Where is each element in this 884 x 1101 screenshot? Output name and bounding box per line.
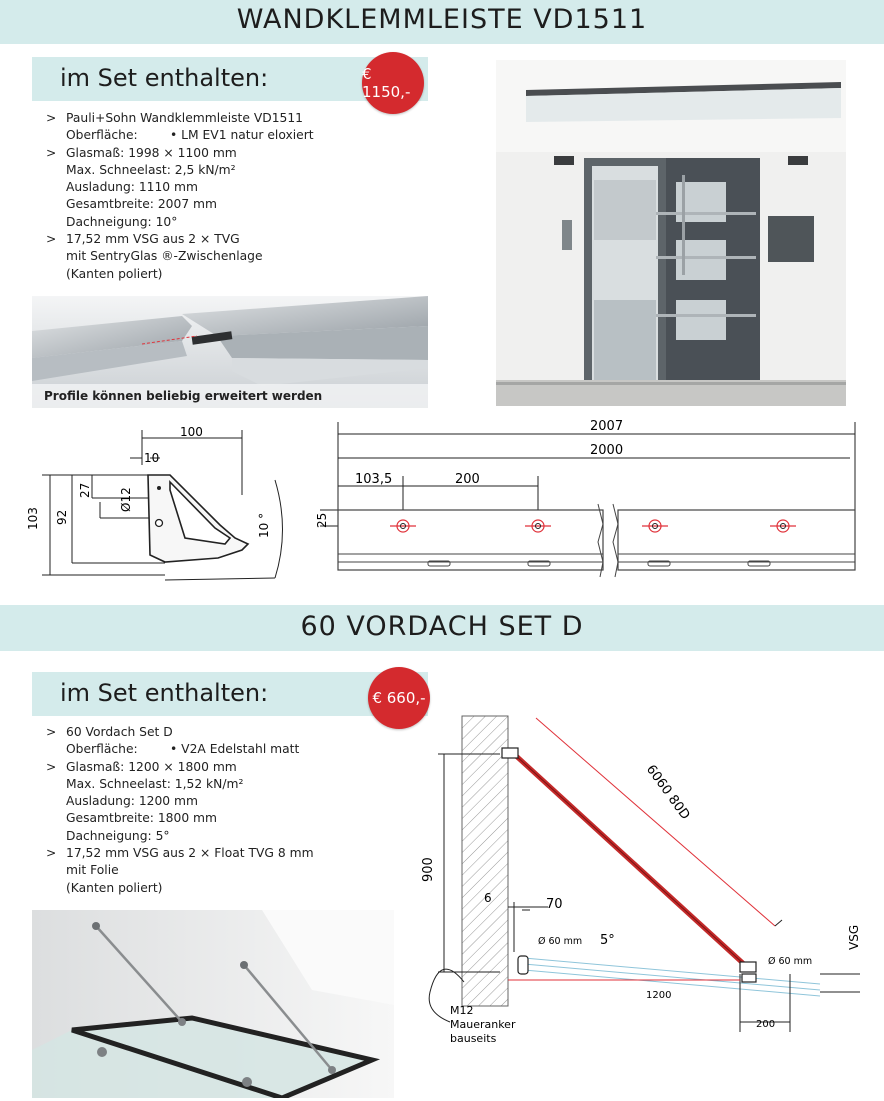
- rod-label: 6060 80D: [642, 762, 693, 823]
- angle-label: 5°: [600, 933, 615, 948]
- section2-spec-list: [46, 724, 314, 897]
- section2-set-heading: im Set enthalten:: [60, 679, 269, 707]
- dia-right: Ø 60 mm: [768, 956, 813, 967]
- anchor-label-2: Maueranker: [450, 1018, 516, 1031]
- spec-line: mit Folie: [66, 863, 119, 878]
- arrow-icon: >: [46, 725, 57, 739]
- spec-line: Max. Schneelast: 1,52 kN/m²: [66, 776, 244, 791]
- spec-line: Ausladung: 1200 mm: [66, 794, 198, 809]
- spec-item: [46, 231, 314, 283]
- dim-offset: 103,5: [355, 472, 393, 487]
- spec-sub-label: Oberfläche:: [66, 742, 138, 757]
- door-photo: [496, 60, 846, 406]
- spec-line: Gesamtbreite: 2007 mm: [66, 197, 218, 212]
- dim-200: 200: [756, 1019, 776, 1030]
- spec-item: [46, 724, 314, 759]
- dim-70: 70: [546, 897, 563, 912]
- arrow-icon: >: [46, 846, 57, 861]
- canopy-photo: [32, 910, 394, 1098]
- spec-line: Dachneigung: 10°: [66, 214, 178, 229]
- section1-price: € 1150,-: [362, 65, 411, 101]
- arrow-icon: >: [46, 759, 57, 774]
- profile-length-drawing: [310, 412, 870, 588]
- vsg-label: VSG: [847, 924, 861, 950]
- arrow-icon: >: [46, 145, 57, 160]
- spec-item: [46, 145, 314, 231]
- spec-line: Max. Schneelast: 2,5 kN/m²: [66, 162, 236, 177]
- dim-6: 6: [484, 891, 492, 905]
- section1-price-badge: [362, 52, 424, 114]
- spec-line: 17,52 mm VSG aus 2 × TVG: [66, 232, 240, 247]
- anchor-label-1: M12: [450, 1004, 474, 1017]
- profile-caption: Profile können beliebig erweitert werden: [44, 389, 323, 403]
- spec-line: Glasmaß: 1998 × 1100 mm: [66, 145, 237, 160]
- spec-line: Pauli+Sohn Wandklemmleiste VD1511: [66, 111, 303, 125]
- dim-glass: 2000: [590, 443, 624, 458]
- spec-line: (Kanten poliert): [66, 266, 163, 281]
- spec-line: Dachneigung: 5°: [66, 828, 170, 843]
- canopy-drawing: [410, 712, 884, 1060]
- dim-depth: 1200: [646, 990, 672, 1001]
- section1-title: WANDKLEMMLEISTE VD1511: [236, 4, 648, 35]
- lamp-left: [554, 156, 574, 165]
- spec-line: Ausladung: 1110 mm: [66, 180, 198, 195]
- dim-hole: Ø12: [119, 487, 133, 512]
- dim-27: 27: [78, 482, 92, 498]
- section1-set-heading: im Set enthalten:: [60, 64, 269, 92]
- spec-line: 17,52 mm VSG aus 2 × Float TVG 8 mm: [66, 846, 314, 861]
- spec-sub-row: [66, 741, 314, 758]
- spec-line: (Kanten poliert): [66, 880, 163, 895]
- angle-label: 10 °: [257, 512, 271, 538]
- section2-price: € 660,-: [372, 689, 426, 707]
- section1-spec-list: [46, 110, 314, 283]
- arrow-icon: >: [46, 232, 57, 247]
- dim-height-inner: 92: [55, 509, 69, 525]
- spec-sub-label: Oberfläche:: [66, 128, 138, 143]
- spec-sub-row: [66, 127, 314, 144]
- dia-left: Ø 60 mm: [538, 936, 583, 947]
- spec-line: mit SentryGlas ®-Zwischenlage: [66, 249, 263, 264]
- anchor-label-3: bauseits: [450, 1032, 497, 1045]
- dim-height: 900: [421, 857, 436, 882]
- spec-item: [46, 845, 314, 897]
- spec-item: [46, 759, 314, 845]
- spec-sub-value: • V2A Edelstahl matt: [170, 742, 300, 757]
- dim-spacing: 200: [455, 472, 480, 487]
- dim-width: 100: [180, 425, 203, 439]
- dim-total: 2007: [590, 419, 624, 434]
- dim-inner: 10: [144, 451, 160, 465]
- section2-title: 60 VORDACH SET D: [300, 611, 584, 642]
- dim-height-total: 103: [26, 507, 40, 530]
- profile-section-drawing: [20, 420, 320, 590]
- spec-line: Glasmaß: 1200 × 1800 mm: [66, 759, 237, 774]
- spec-item: [46, 110, 314, 145]
- spec-line: Gesamtbreite: 1800 mm: [66, 811, 218, 826]
- arrow-icon: >: [46, 111, 57, 125]
- spec-line: 60 Vordach Set D: [66, 725, 173, 739]
- dim-hole-height: 25: [315, 512, 329, 528]
- spec-sub-value: • LM EV1 natur eloxiert: [170, 128, 314, 143]
